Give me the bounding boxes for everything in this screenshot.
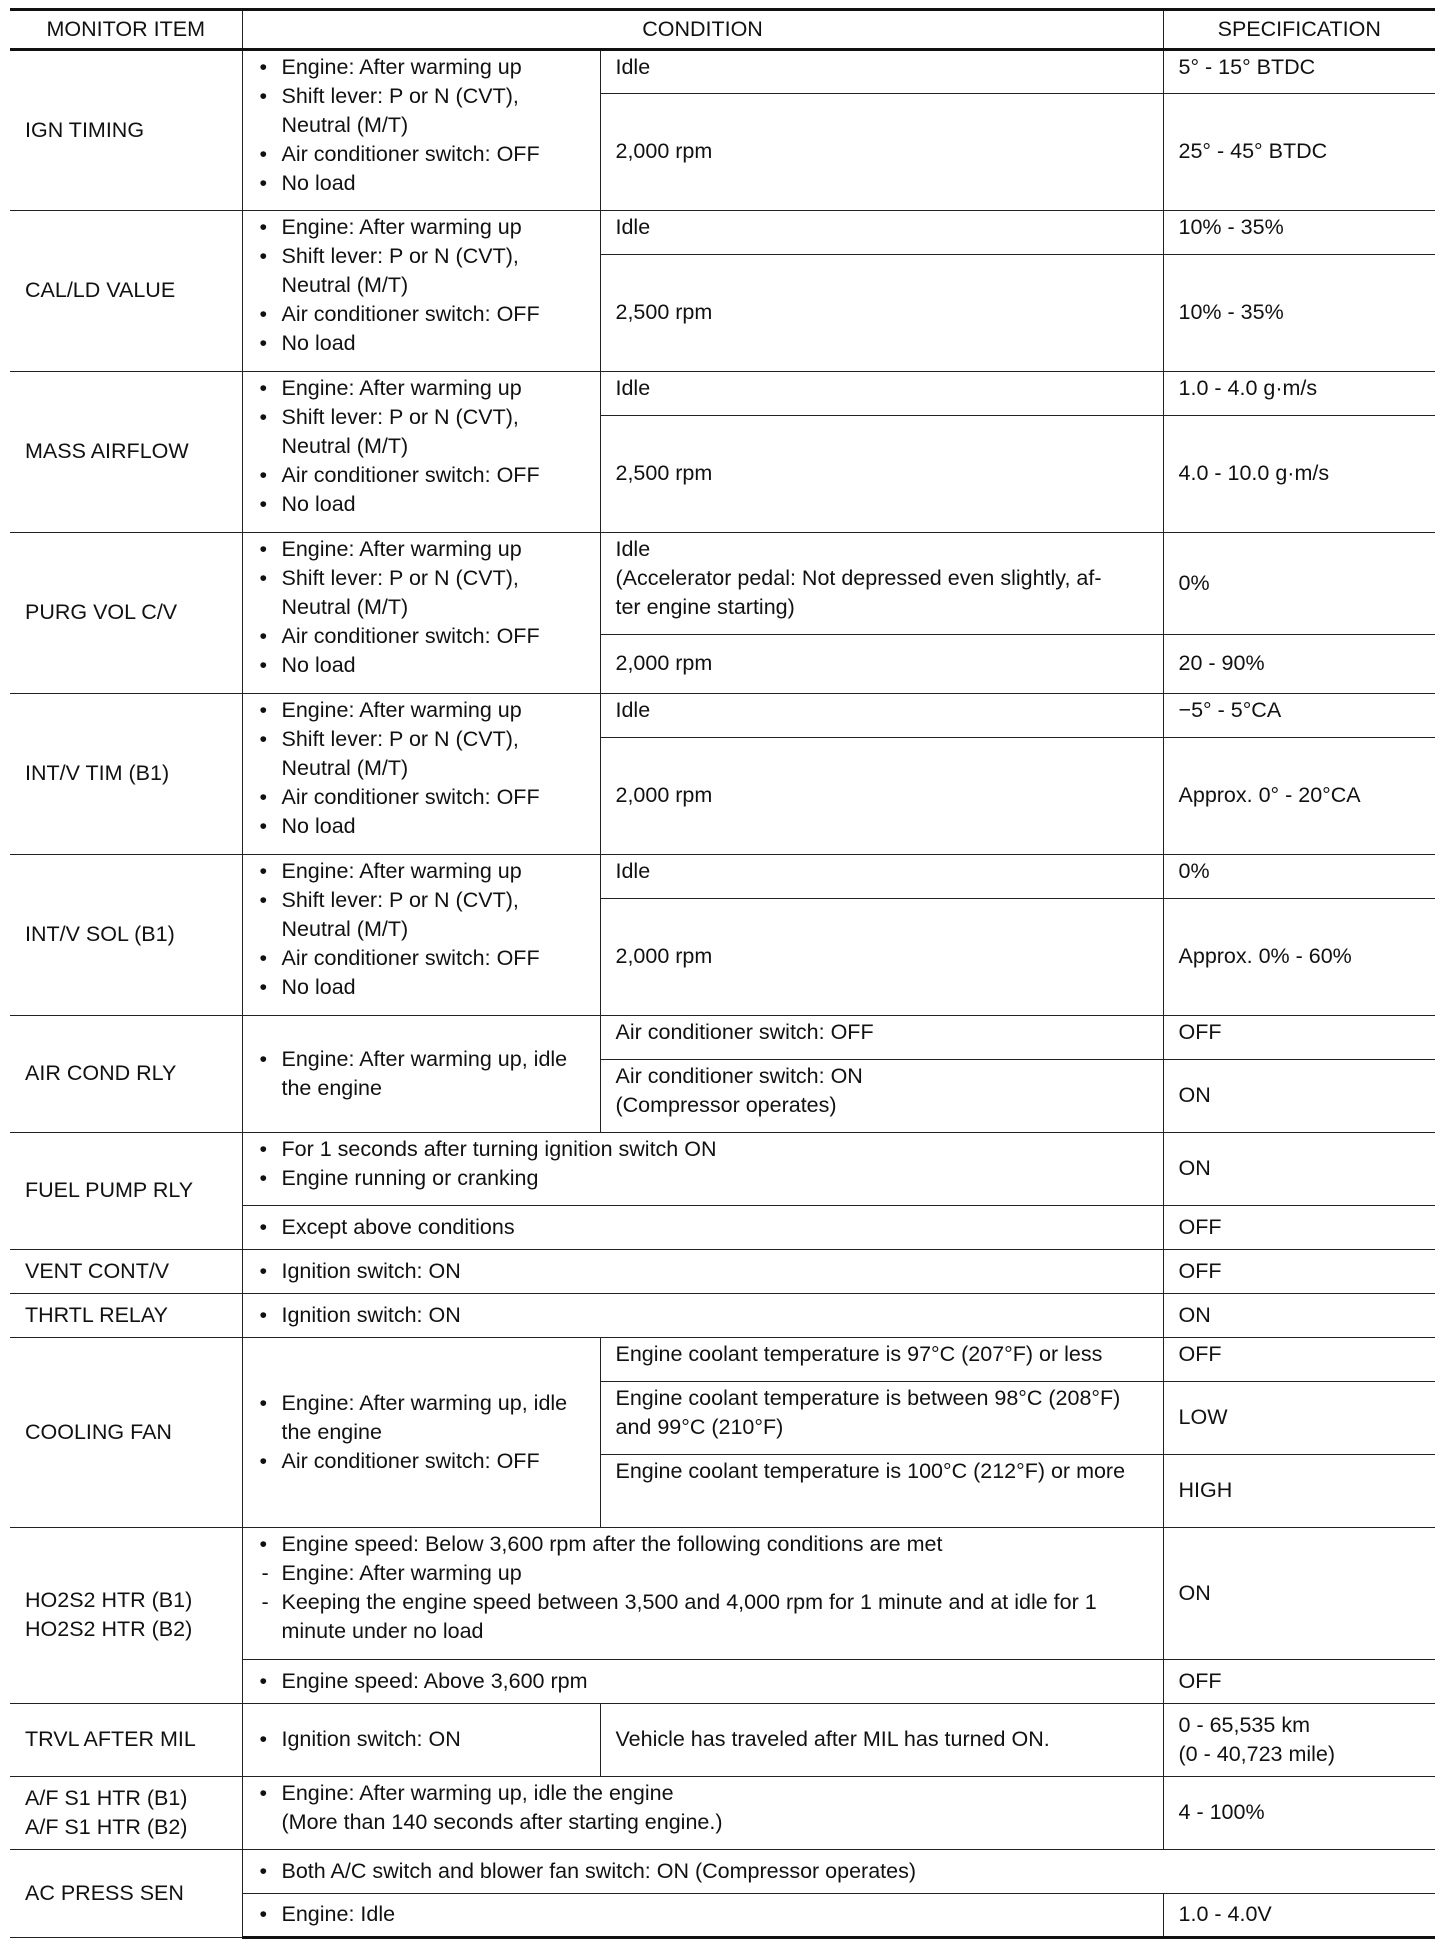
specification-value: Approx. 0° - 20°CA [1163, 738, 1435, 855]
sub-condition: 2,000 rpm [600, 635, 1163, 694]
monitor-item-vent-cont: VENT CONT/V [10, 1250, 242, 1294]
condition-item: • Engine speed: Above 3,600 rpm [258, 1667, 1153, 1696]
monitor-spec-table [10, 8, 1435, 1939]
condition-item: • Ignition switch: ON [258, 1725, 590, 1754]
sub-condition: Air conditioner switch: ON (Compressor operates) [600, 1060, 1163, 1133]
condition-item: • Engine: After warming up [258, 374, 590, 403]
specification-value: OFF [1163, 1338, 1435, 1382]
specification-value: OFF [1163, 1250, 1435, 1294]
specification-value: 5° - 15° BTDC [1163, 50, 1435, 94]
specification-value: OFF [1163, 1016, 1435, 1060]
specification-value: 1.0 - 4.0 g·m/s [1163, 372, 1435, 416]
condition-item: • Engine: After warming up, idle the engine [258, 1389, 590, 1447]
monitor-item-line: HO2S2 HTR (B2) [25, 1617, 193, 1641]
specification-value: 4 - 100% [1163, 1777, 1435, 1850]
specification-value: ON [1163, 1528, 1435, 1660]
specification-value: ON [1163, 1060, 1435, 1133]
condition-item: • No load [258, 490, 590, 519]
specification-value: 10% - 35% [1163, 211, 1435, 255]
sub-condition: Engine coolant temperature is 100°C (212°F) or more [600, 1455, 1163, 1528]
specification-value: Approx. 0% - 60% [1163, 899, 1435, 1016]
sub-condition: Idle [600, 694, 1163, 738]
condition-item: • No load [258, 973, 590, 1002]
monitor-item-line: A/F S1 HTR (B1) [25, 1785, 188, 1810]
condition-list [242, 855, 600, 1016]
table-row [10, 1133, 1435, 1206]
sub-condition: Engine coolant temperature is 97°C (207°F) or less [600, 1338, 1163, 1382]
spec-table-container [10, 8, 1435, 1939]
table-row [10, 1777, 1435, 1850]
condition-item: • Both A/C switch and blower fan switch: ON (Compressor operates) [258, 1857, 1426, 1886]
monitor-item-air-cond-rly: AIR COND RLY [10, 1016, 242, 1133]
condition-item: • Shift lever: P or N (CVT), Neutral (M/T) [258, 886, 590, 944]
specification-value: OFF [1163, 1206, 1435, 1250]
table-row [10, 1850, 1435, 1894]
condition-item: • Engine: After warming up [258, 535, 590, 564]
monitor-item-trvl-after-mil: TRVL AFTER MIL [10, 1704, 242, 1777]
sub-condition: Air conditioner switch: OFF [600, 1016, 1163, 1060]
monitor-item-line: HO2S2 HTR (B1) [25, 1588, 193, 1612]
condition-item: • Shift lever: P or N (CVT), Neutral (M/T) [258, 82, 590, 140]
sub-condition: 2,000 rpm [600, 899, 1163, 1016]
table-row [10, 855, 1435, 899]
condition-subitem: - Engine: After warming up [258, 1559, 1153, 1588]
condition-list [242, 1704, 600, 1777]
condition-item: • Air conditioner switch: OFF [258, 140, 590, 169]
sub-condition: 2,500 rpm [600, 416, 1163, 533]
monitor-item-int-v-sol: INT/V SOL (B1) [10, 855, 242, 1016]
condition-list [242, 694, 600, 855]
condition-item: • No load [258, 329, 590, 358]
table-row [10, 533, 1435, 635]
sub-condition: 2,000 rpm [600, 738, 1163, 855]
table-row [10, 1528, 1435, 1660]
monitor-item-ign-timing: IGN TIMING [10, 50, 242, 211]
condition-list [242, 1133, 1163, 1206]
condition-list [242, 1016, 600, 1133]
condition-item: • Engine speed: Below 3,600 rpm after the following conditions are met [258, 1530, 1153, 1559]
monitor-item-thrtl-relay: THRTL RELAY [10, 1294, 242, 1338]
header-condition: CONDITION [242, 10, 1163, 50]
condition-item: • Shift lever: P or N (CVT), Neutral (M/T) [258, 564, 590, 622]
condition-list [242, 1528, 1163, 1660]
condition-item: • No load [258, 812, 590, 841]
condition-list [242, 50, 600, 211]
condition-item: • Ignition switch: ON [258, 1301, 1153, 1330]
header-specification: SPECIFICATION [1163, 10, 1435, 50]
header-monitor-item: MONITOR ITEM [10, 10, 242, 50]
condition-item: • Engine: After warming up [258, 857, 590, 886]
table-row [10, 1294, 1435, 1338]
condition-item: • Engine: After warming up [258, 696, 590, 725]
monitor-item-int-v-tim: INT/V TIM (B1) [10, 694, 242, 855]
monitor-item-ac-press-sen: AC PRESS SEN [10, 1850, 242, 1938]
specification-value: ON [1163, 1294, 1435, 1338]
condition-item: • Except above conditions [258, 1213, 1153, 1242]
condition-item: • Shift lever: P or N (CVT), Neutral (M/T) [258, 242, 590, 300]
condition-list [242, 1294, 1163, 1338]
condition-list [242, 1338, 600, 1528]
sub-condition: Engine coolant temperature is between 98°C (208°F) and 99°C (210°F) [600, 1382, 1163, 1455]
table-row [10, 1338, 1435, 1382]
condition-subitem: - Keeping the engine speed between 3,500 and 4,000 rpm for 1 minute and at idle for 1 minute under no load [258, 1588, 1153, 1646]
monitor-item-mass-airflow: MASS AIRFLOW [10, 372, 242, 533]
condition-item: • Engine: After warming up [258, 53, 590, 82]
table-row [10, 1250, 1435, 1294]
condition-item: • Air conditioner switch: OFF [258, 622, 590, 651]
condition-item: • Engine: Idle [258, 1900, 1153, 1929]
condition-item: • Air conditioner switch: OFF [258, 461, 590, 490]
sub-condition: 2,500 rpm [600, 255, 1163, 372]
condition-item: • Engine running or cranking [258, 1164, 1153, 1193]
condition-item: • Air conditioner switch: OFF [258, 300, 590, 329]
table-header-row [10, 10, 1435, 50]
sub-condition: 2,000 rpm [600, 94, 1163, 211]
specification-value: 0 - 65,535 km (0 - 40,723 mile) [1163, 1704, 1435, 1777]
sub-condition: Idle [600, 211, 1163, 255]
monitor-item-cal-ld-value: CAL/LD VALUE [10, 211, 242, 372]
table-row [10, 50, 1435, 94]
condition-list [242, 1206, 1163, 1250]
condition-list [242, 1660, 1163, 1704]
condition-list [242, 372, 600, 533]
condition-item: • Air conditioner switch: OFF [258, 944, 590, 973]
condition-item: • Shift lever: P or N (CVT), Neutral (M/T) [258, 403, 590, 461]
specification-value: −5° - 5°CA [1163, 694, 1435, 738]
table-row [10, 372, 1435, 416]
condition-item: • Air conditioner switch: OFF [258, 1447, 590, 1476]
condition-item: • Ignition switch: ON [258, 1257, 1153, 1286]
specification-value: 25° - 45° BTDC [1163, 94, 1435, 211]
monitor-item-purg-vol: PURG VOL C/V [10, 533, 242, 694]
monitor-item-line: A/F S1 HTR (B2) [25, 1814, 188, 1839]
condition-item: • Air conditioner switch: OFF [258, 783, 590, 812]
table-row [10, 694, 1435, 738]
sub-condition: Idle [600, 855, 1163, 899]
table-row [10, 1704, 1435, 1777]
specification-value: 10% - 35% [1163, 255, 1435, 372]
condition-item: • For 1 seconds after turning ignition switch ON [258, 1135, 1153, 1164]
condition-item: • Engine: After warming up, idle the engine (More than 140 seconds after starting engine.) [258, 1779, 1153, 1837]
condition-list [242, 1250, 1163, 1294]
condition-list [242, 211, 600, 372]
table-row [10, 1016, 1435, 1060]
sub-condition: Idle [600, 50, 1163, 94]
table-row [10, 211, 1435, 255]
condition-list [242, 533, 600, 694]
monitor-item-ho2s2-htr [10, 1528, 242, 1704]
monitor-item-cooling-fan: COOLING FAN [10, 1338, 242, 1528]
specification-value: HIGH [1163, 1455, 1435, 1528]
specification-value: OFF [1163, 1660, 1435, 1704]
specification-value: 4.0 - 10.0 g·m/s [1163, 416, 1435, 533]
sub-condition: Vehicle has traveled after MIL has turned ON. [600, 1704, 1163, 1777]
specification-value: 0% [1163, 855, 1435, 899]
sub-condition: Idle (Accelerator pedal: Not depressed even slightly, af- ter engine starting) [600, 533, 1163, 635]
condition-item: • No load [258, 651, 590, 680]
condition-item: • Engine: After warming up [258, 213, 590, 242]
condition-list [242, 1894, 1163, 1938]
specification-value: 20 - 90% [1163, 635, 1435, 694]
monitor-item-fuel-pump-rly: FUEL PUMP RLY [10, 1133, 242, 1250]
condition-list [242, 1850, 1435, 1894]
condition-item: • No load [258, 169, 590, 198]
condition-item: • Engine: After warming up, idle the engine [258, 1045, 590, 1103]
specification-value: LOW [1163, 1382, 1435, 1455]
monitor-item-af-s1-htr [10, 1777, 242, 1850]
specification-value: ON [1163, 1133, 1435, 1206]
specification-value: 1.0 - 4.0V [1163, 1894, 1435, 1938]
sub-condition: Idle [600, 372, 1163, 416]
condition-list [242, 1777, 1163, 1850]
specification-value: 0% [1163, 533, 1435, 635]
condition-item: • Shift lever: P or N (CVT), Neutral (M/T) [258, 725, 590, 783]
